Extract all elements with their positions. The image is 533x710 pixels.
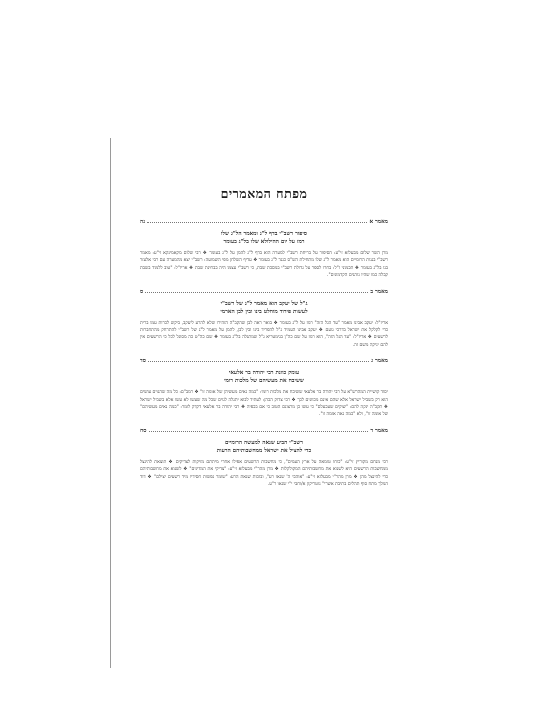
essay-summary: רבי מנחם מקוריץ זי"ע: "כוחו טומאה על ארץ העמים", כי מחשבות הרשעים אפילו אחרי מיתתם מזיקות לצדיקים ❖ תוצאת להינצל ממחשבות הרשעים היא לשנוא את מחשבותיהם המקולקלות ❖ מרן מהר"י מבעלזא זי"ע: "צדיקי את המדינים" ❖ לשנוא את מחשבותיהם כדי להינצל מהן ❖ מרן מהר"י מבעלזא זי"ע: "אוהבי ה' שנאו רע", ובזכות שנאת הרע: "שומר נפשות חסידיו מיד רשעים יצילם" ❖ דוד המלך מתח סוף תהלים בתיבת אשרי" נוטריקון א/וחבי י"י שנאו ר"ע.	[140, 459, 388, 488]
dot-leader	[148, 360, 369, 362]
entry-label: מאמר א	[369, 219, 388, 225]
essay-heading: ג"ל של יעקב הוא מאמר ל"ג של רשב"י	[220, 300, 308, 307]
page-fold-line	[110, 138, 111, 668]
toc-entry-line[interactable]	[140, 219, 388, 226]
essay-entry-2	[140, 289, 388, 350]
essay-subheading: לעשות פירוד מוחלט בינו ובין לבן הארמי	[220, 308, 308, 315]
essay-subheading: ששיבח את מעשיהם של מלכות רומי	[224, 378, 304, 385]
entry-label: מאמר ב	[370, 288, 388, 295]
essay-heading: עומק כוונת רבי יהודה בר אלעאי	[228, 370, 300, 377]
dot-leader	[145, 291, 368, 293]
essay-heading: רשב"י הביע שנאה למעשה הרומיים	[224, 439, 304, 446]
entry-page-number: ס	[140, 288, 144, 295]
entry-page-number: נה	[140, 219, 146, 225]
essay-heading: סיפור רשב"י בדף ל"ג ומאמר הל"ג שלו	[220, 231, 307, 237]
essay-entry-3	[140, 358, 388, 419]
table-of-contents-page	[140, 186, 388, 498]
essay-summary: יסוד קושיית המהרש"א על רבי יהודה בר אלעאי ששיבח את מלכות רומי: "כמה נאים מעשיהן של אומה זו" ❖ רמב"ם: כל מה שהגוים עושים הוא רק בשביל ישראל אלא שהם אינם מכוונים לכך ❖ רבי צדוק הכהן: לעתיד לבוא יתגלה לגוים שכל מה שעשו לא עשו אלא בשביל ישראל ❖ תקב"ה ינקה להם: "שוקים שעכעלם" כי עשו כן מרצונם הטוב כי אם בכפיה ❖ רבי יהודה בר אלעאי דקדק לומר: "כמה נאים מעשיהם" של אומה זו", ולא "כמה נאה אומה זו".	[140, 390, 388, 418]
essay-summary: אריז"ל: יעקב אבינו מאמר "עד הגל הזה" רמז על ל"ג בעומר ❖ בואר ראה לבן שהקב"ה הזהירו שלא להרע ליעקב, ביקש לכרות עמו ברית כדי לקלקל את ישראל בדרכי גועם ❖ יעקב אבינו העמיד ג"ל להפריד בינו ובין לבן, להמן על מאמר ל"ג של רשב"י להתרחק מהתחברות לרשעים ❖ אריז"ל: "עד הגל הזה", הוא רמז על שם כה"ן בגימטריא ג"ל שמתגלה בל"ג בעומר ❖ שם כה"ט כה מסוגל לכל כי הרשעים אין להם יניקה משם זה.	[140, 320, 388, 348]
essay-subheading: כדי להציל את ישראל ממחשבותיהם הרעות	[216, 447, 312, 454]
page-title: מפתח המאמרים	[220, 186, 308, 201]
essay-summary: מרן השר שלום מבעלזא זי"ע: הסיפור על בריחת רשב"י למערה הוא בדף ל"ג להמן על ל"ג בעומר ❖ רבי שלום מקאמינקא זי"ע: מאמר רשב"י בגנות הרומיים הוא מאמר ל"ג שלו מתחילת הש"ס כנגד ל"ג בעומר ❖ עדיף השלחן מפי השמועה: רשב"י יצא מהמערה עם רבי אלעזר בנו בל"ג בעומר ❖ תכמוני ז"ל: בחרו לספר על גדולת רשב"י במסכת שבת, כי רשב"י עצמו היה בבחינת שבת ❖ אריז"ל: "טוב ללמוד בשבת קבלה כמו שהיו נוהגים הקדמונים".	[140, 251, 388, 279]
entry-page-number: סד	[140, 358, 146, 365]
toc-entry-line[interactable]	[140, 358, 388, 365]
dot-leader	[147, 221, 367, 223]
essay-entry-1	[140, 219, 388, 280]
toc-entry-line[interactable]	[140, 428, 388, 435]
essay-subheading: רמז על יום ההילולא שלו בל"ג בעומר	[223, 239, 305, 245]
entry-label: מאמר ד	[370, 427, 388, 434]
dot-leader	[149, 430, 369, 432]
toc-entry-line[interactable]	[140, 289, 388, 296]
entry-label: מאמר ג	[371, 358, 388, 365]
entry-page-number: סח	[140, 427, 147, 434]
essay-entry-4	[140, 428, 388, 489]
